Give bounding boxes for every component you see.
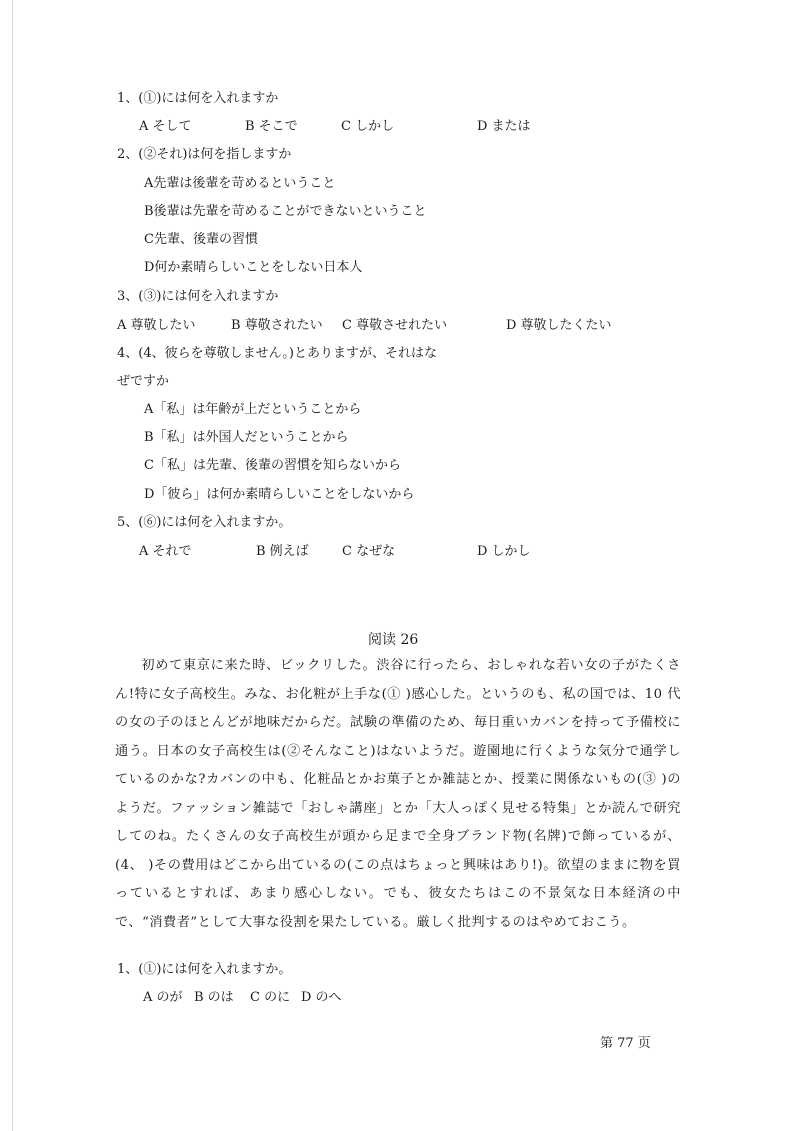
question-4-option-c: C「私」は先輩、後輩の習慣を知らないから xyxy=(144,458,401,473)
question-2-option-d: D何か素晴らしいことをしない日本人 xyxy=(144,260,363,275)
option-c: C 尊敬させれたい xyxy=(342,318,448,333)
reading-question-1-stem: 1、(①)には何を入れますか。 xyxy=(117,962,292,977)
question-4-option-b: B「私」は外国人だということから xyxy=(144,430,349,445)
question-1-stem: 1、(①)には何を入れますか xyxy=(117,91,279,106)
option-b: B 例えば xyxy=(256,544,309,559)
option-d: D または xyxy=(477,119,531,134)
question-2-option-b: B後輩は先輩を苛めることができないということ xyxy=(144,204,427,219)
question-5-stem: 5、(⑥)には何を入れますか。 xyxy=(117,515,292,530)
question-3-options xyxy=(0,317,800,335)
option-b: B そこで xyxy=(245,119,298,134)
option-a: A のが xyxy=(143,990,183,1005)
question-1-options xyxy=(0,118,800,136)
option-c: C のに xyxy=(250,990,291,1005)
option-a: A そして xyxy=(139,119,192,134)
option-b: B のは xyxy=(194,990,234,1005)
question-4-stem-line2: ぜですか xyxy=(117,374,170,389)
question-4-stem-line1: 4、(4、彼らを尊敬しません。)とありますが、それはな xyxy=(117,346,437,361)
option-d: D 尊敬したくたい xyxy=(506,318,612,333)
option-a: A 尊敬したい xyxy=(117,318,196,333)
option-c: C なぜな xyxy=(342,544,396,559)
page-edge xyxy=(12,0,13,1131)
question-3-stem: 3、(③)には何を入れますか xyxy=(117,289,279,304)
reading-passage: 初めて東京に来た時、ビックリした。渋谷に行ったら、おしゃれな若い女の子がたくさん!特に女子高校生。みな、お化粧が上手な(① )感心した。というのも、私の国では、10 代の女の子のほとんどが地味だからだ。試験の準備のため、毎日重いカバンを持って予備校に通う。日本の女子高校生は(②そんなこと)はないようだ。遊園地に行くような気分で通学しているのかな?カバンの中も、化粧品とかお菓子とか雑誌とか、授業に関係ないもの(③ )のようだ。ファッション雑誌で「おしゃ講座」とか「大人っぽく見せる特集」とか読んで研究してのね。たくさんの女子高校生が頭から足まで全身ブランド物(名牌)で飾っているが、(4、 )その費用はどこから出ているの(この点はちょっと興味はあり!)。欲望のままに物を買っているとすれば、あまり感心しない。でも、彼女たちはこの不景気な日本経済の中で、“消費者”として大事な役割を果たしている。厳しく批判するのはやめておこう。 xyxy=(115,658,681,930)
option-d: D しかし xyxy=(477,544,531,559)
reading-question-1-options xyxy=(0,989,800,1007)
option-d: D のへ xyxy=(301,990,342,1005)
reading-title: 阅读 26 xyxy=(368,632,419,648)
question-4-option-d: D「彼ら」は何か素晴らしいことをしないから xyxy=(144,487,415,502)
question-2-option-c: C先輩、後輩の習慣 xyxy=(144,232,258,247)
question-2-stem: 2、(②それ)は何を指しますか xyxy=(117,147,292,162)
option-c: C しかし xyxy=(341,119,395,134)
option-a: A それで xyxy=(139,544,192,559)
question-4-option-a: A「私」は年齢が上だということから xyxy=(144,402,362,417)
page-number: 第 77 页 xyxy=(600,1036,651,1051)
question-2-option-a: A先輩は後輩を苛めるということ xyxy=(144,176,336,191)
option-b: B 尊敬されたい xyxy=(231,318,323,333)
question-5-options xyxy=(0,543,800,561)
